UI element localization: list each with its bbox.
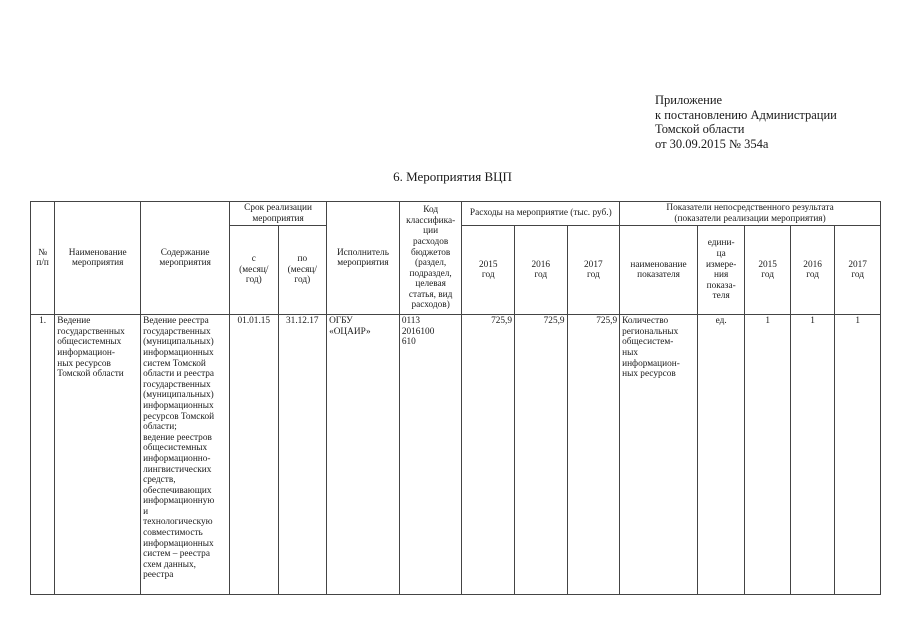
cell-res-2016: 1 — [790, 315, 834, 595]
header-code: Код классифика- ции расходов бюджетов (раздел, подраздел, целевая статья, вид расходов) — [399, 202, 462, 315]
cell-executor: ОГБУ «ОЦАИР» — [327, 315, 400, 595]
header-res-2015: 2015 год — [745, 226, 790, 315]
header-num: № п/п — [31, 202, 55, 315]
cell-content: Ведение реестра государственных (муниципальных) информационных систем Томской области и реестра государственных (муниципальных) информационных ресурсов Томской области; ведение реестров общесистемных информационно- лингвистических средств, обеспечивающих информационную и технологическую совместимость информационных систем – реестра схем данных, реестра — [141, 315, 230, 595]
cell-exp-2015: 725,9 — [462, 315, 515, 595]
appendix-line-3: Томской области — [655, 122, 745, 136]
table-row — [31, 315, 881, 595]
header-res-2016: 2016 год — [790, 226, 834, 315]
header-results: Показатели непосредственного результата (показатели реализации мероприятия) — [620, 202, 881, 226]
appendix-line-1: Приложение — [655, 93, 723, 107]
cell-name: Ведение государственных общесистемных информацион- ных ресурсов Томской области — [55, 315, 141, 595]
cell-from: 01.01.15 — [230, 315, 279, 595]
cell-res-2017: 1 — [835, 315, 881, 595]
cell-exp-2016: 725,9 — [515, 315, 568, 595]
header-period-to: по (месяц/ год) — [278, 226, 327, 315]
header-exp-2017: 2017 год — [567, 226, 620, 315]
header-executor: Исполнитель мероприятия — [327, 202, 400, 315]
cell-to: 31.12.17 — [278, 315, 327, 595]
header-unit: едини- ца измере- ния показа- теля — [697, 226, 744, 315]
header-res-2017: 2017 год — [835, 226, 881, 315]
cell-res-2015: 1 — [745, 315, 790, 595]
header-exp-2015: 2015 год — [462, 226, 515, 315]
appendix-block — [655, 93, 837, 151]
cell-indicator: Количество региональных общесистем- ных информацион- ных ресурсов — [620, 315, 698, 595]
header-period-from: с (месяц/ год) — [230, 226, 279, 315]
appendix-line-2: к постановлению Администрации — [655, 107, 837, 122]
activities-table — [30, 201, 881, 595]
header-content: Содержание мероприятия — [141, 202, 230, 315]
header-indicator-name: наименование показателя — [620, 226, 698, 315]
section-title: 6. Мероприятия ВЦП — [393, 169, 512, 184]
cell-code: 0113 2016100 610 — [399, 315, 462, 595]
header-name: Наименование мероприятия — [55, 202, 141, 315]
header-exp-2016: 2016 год — [515, 226, 568, 315]
header-expenses: Расходы на мероприятие (тыс. руб.) — [462, 202, 620, 226]
cell-unit: ед. — [697, 315, 744, 595]
header-period: Срок реализации мероприятия — [230, 202, 327, 226]
appendix-line-4: от 30.09.2015 № 354а — [655, 136, 769, 151]
cell-exp-2017: 725,9 — [567, 315, 620, 595]
cell-num: 1. — [31, 315, 55, 595]
